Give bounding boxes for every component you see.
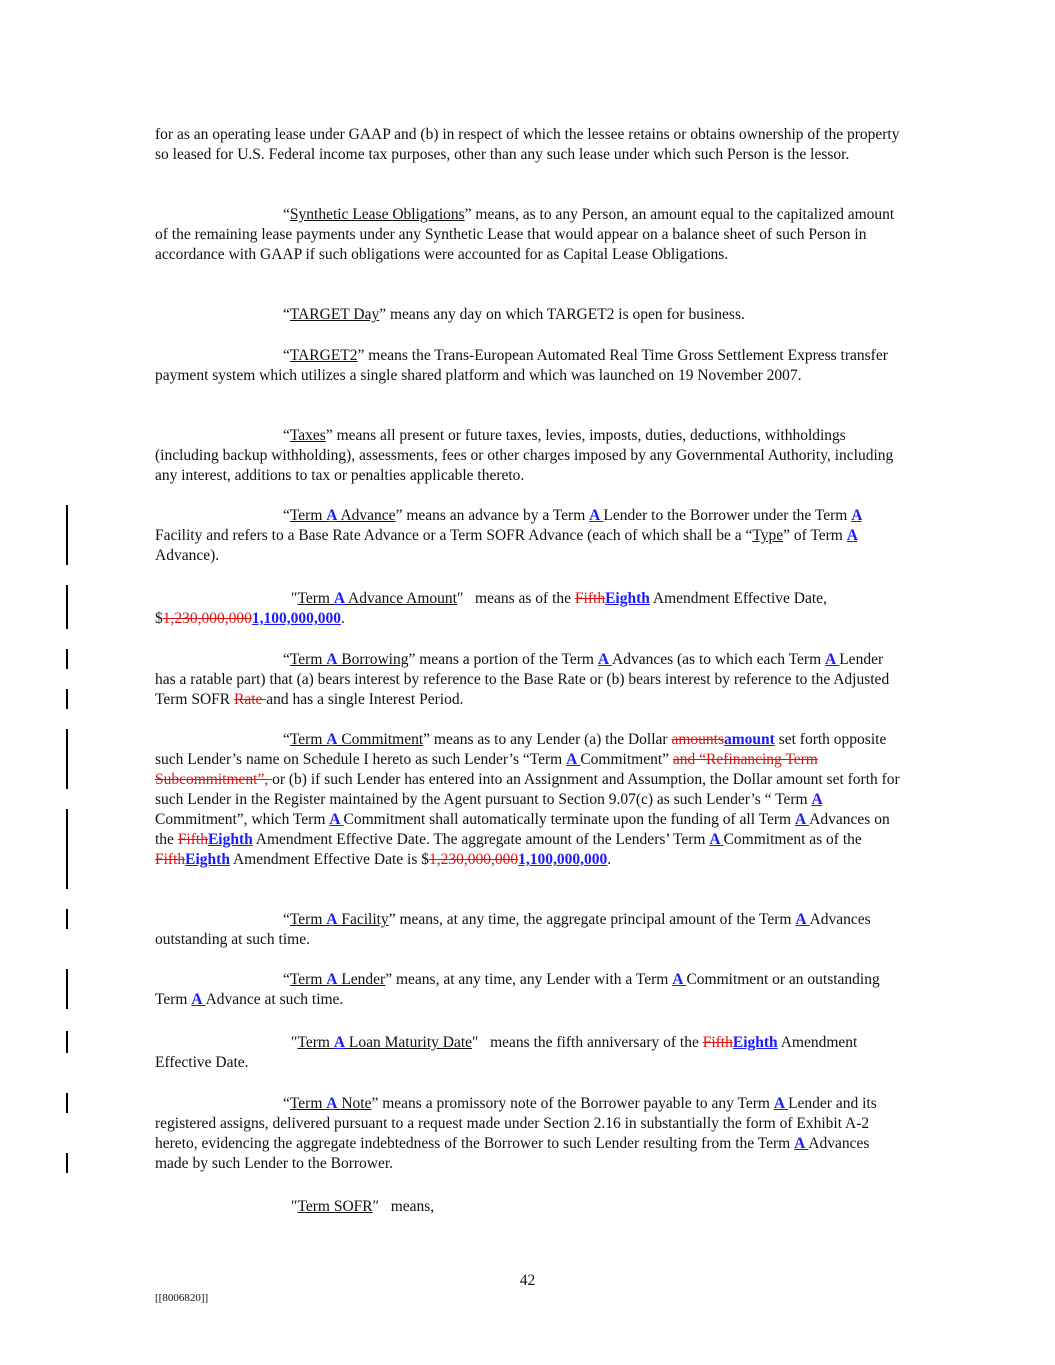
- page-number: 42: [519, 1272, 536, 1289]
- change-bar: [66, 1153, 68, 1173]
- inserted-text: A: [326, 911, 338, 928]
- term-word: Term: [289, 731, 327, 748]
- definition-text: and has a single Interest Period.: [266, 691, 464, 708]
- definition-target2: [155, 346, 900, 386]
- paragraph-lease-continuation: [155, 125, 900, 165]
- definition-text: ” means a portion of the Term: [408, 651, 598, 668]
- term-word: Advance: [337, 507, 396, 524]
- inserted-text: A: [794, 1135, 809, 1152]
- change-bar: [66, 729, 68, 789]
- definition-text: ” means an advance by a Term: [395, 507, 590, 524]
- definition-text: .: [341, 610, 345, 627]
- inserted-text: 1,100,000,000: [251, 610, 341, 627]
- definition-text: Advances made by such Lender to the Borrower.: [155, 1135, 870, 1172]
- inserted-text: Eighth: [185, 851, 230, 868]
- inserted-text: A: [333, 1034, 346, 1051]
- definition-term-a-advance: [155, 506, 900, 566]
- definition-text: Amendment Effective Date is $: [229, 851, 429, 868]
- change-bar: [66, 1093, 68, 1113]
- definition-text: ″ means the fifth anniversary of the: [472, 1034, 703, 1051]
- inserted-text: A: [326, 731, 338, 748]
- definition-text: Commitment as of the: [723, 831, 862, 848]
- inserted-text: A: [329, 811, 344, 828]
- change-bar: [66, 585, 68, 629]
- definition-text: ” means all present or future taxes, levies, imposts, duties, deductions, withholdings (including backup withholding), assessments, fees or other charges imposed by any Governmental Authority, including any interest, additions to tax or penalties applicable thereto.: [155, 427, 894, 484]
- change-bar: [66, 969, 68, 1009]
- term-word: Borrowing: [337, 651, 409, 668]
- definition-text: ” means the Trans-European Automated Real Time Gross Settlement Express transfer payment system which utilizes a single shared platform and which was launched on 19 November 2007.: [155, 347, 888, 384]
- inserted-text: 1,100,000,000: [518, 851, 608, 868]
- change-bar: [66, 649, 68, 669]
- defined-term: [290, 731, 423, 748]
- inserted-text: Eighth: [605, 590, 650, 607]
- inserted-text: A: [851, 507, 862, 524]
- defined-term: TARGET Day: [289, 306, 380, 323]
- inserted-text: A: [326, 651, 338, 668]
- definition-text: Advance at such time.: [205, 991, 344, 1008]
- definition-text: Amendment Effective Date.: [155, 1034, 858, 1071]
- definition-term-sofr: [155, 1197, 900, 1217]
- quote-mark: “: [283, 306, 290, 323]
- quote-mark: “: [283, 347, 290, 364]
- quote-mark: “: [283, 507, 290, 524]
- defined-term: [297, 590, 457, 607]
- term-word: Term: [289, 971, 327, 988]
- definition-synthetic-lease-obligations: [155, 205, 900, 265]
- definition-text: ” means a promissory note of the Borrower payable to any Term: [371, 1095, 774, 1112]
- inserted-text: A: [191, 991, 206, 1008]
- defined-term: [290, 1095, 372, 1112]
- inserted-text: A: [709, 831, 724, 848]
- definition-term-a-borrowing: [155, 650, 900, 710]
- inserted-text: A: [566, 751, 581, 768]
- deleted-text: Fifth: [702, 1034, 733, 1051]
- definition-text: Lender and its registered assigns, delivered pursuant to a request made under Section 2.16 in substantially the form of Exhibit A-2 hereto, evidencing the aggregate indebtedness of the Borrower to such Lender resulting from the Term: [155, 1095, 877, 1152]
- definition-term-a-lender: [155, 970, 900, 1010]
- change-bar: [66, 505, 68, 565]
- inserted-text: A: [333, 590, 346, 607]
- definition-term-a-note: [155, 1094, 900, 1174]
- inserted-text: A: [326, 1095, 338, 1112]
- inserted-text: Eighth: [207, 831, 253, 848]
- definition-text: ” of Term: [783, 527, 847, 544]
- definition-text: ” means as to any Lender (a) the Dollar: [423, 731, 672, 748]
- term-word: Lender: [337, 971, 386, 988]
- deleted-text: Fifth: [177, 831, 208, 848]
- defined-term: [290, 971, 385, 988]
- quote-mark: ″: [291, 1198, 298, 1215]
- definition-text: ″ means,: [372, 1198, 435, 1215]
- inserted-text: Eighth: [732, 1034, 778, 1051]
- inserted-text: A: [326, 971, 338, 988]
- definition-text: Advances on the: [155, 811, 890, 848]
- defined-term: Synthetic Lease Obligations: [289, 206, 465, 223]
- definition-text: ” means any day on which TARGET2 is open for business.: [379, 306, 745, 323]
- defined-term: Term SOFR: [297, 1198, 373, 1215]
- definition-text: Amendment Effective Date. The aggregate amount of the Lenders’ Term: [252, 831, 710, 848]
- definition-text: Commitment”: [580, 751, 673, 768]
- inserted-text: A: [589, 507, 604, 524]
- definition-term-a-advance-amount: [155, 589, 900, 629]
- deleted-text: Rate: [234, 691, 267, 708]
- quote-mark: “: [283, 206, 290, 223]
- quote-mark: “: [283, 427, 290, 444]
- deleted-text: Fifth: [155, 851, 186, 868]
- inserted-text: A: [597, 651, 613, 668]
- inserted-text: A: [326, 507, 338, 524]
- defined-term: [290, 651, 409, 668]
- definition-text: Lender has a ratable part) that (a) bears interest by reference to the Base Rate or (b) bears interest by reference to the Adjusted Term SOFR: [155, 651, 890, 708]
- quote-mark: ″: [291, 590, 298, 607]
- inserted-text: A: [773, 1095, 789, 1112]
- defined-term: [297, 1034, 472, 1051]
- quote-mark: “: [283, 651, 290, 668]
- defined-term: Type: [752, 527, 784, 544]
- definition-text: ” means, at any time, the aggregate principal amount of the Term: [388, 911, 796, 928]
- defined-term: [290, 507, 396, 524]
- definition-text: ″ means as of the: [456, 590, 575, 607]
- term-word: Term: [289, 911, 327, 928]
- paragraph-text: for as an operating lease under GAAP and (b) in respect of which the lessee retains or obtains ownership of the property so leased for U.S. Federal income tax purposes, other than any such lease under which such Person is the lessor.: [155, 126, 900, 163]
- definition-text: Advances (as to which each Term: [612, 651, 825, 668]
- change-bar: [66, 909, 68, 929]
- defined-term: [290, 911, 389, 928]
- quote-mark: “: [283, 911, 290, 928]
- term-word: Term: [289, 507, 327, 524]
- definition-text: ” means, at any time, any Lender with a Term: [385, 971, 673, 988]
- definition-target-day: [155, 305, 900, 325]
- definition-term-a-loan-maturity-date: [155, 1033, 900, 1073]
- term-word: Term: [289, 1095, 327, 1112]
- inserted-text: A: [811, 791, 822, 808]
- deleted-text: 1,230,000,000: [162, 610, 252, 627]
- inserted-text: A: [795, 911, 810, 928]
- inserted-text: A: [846, 527, 858, 544]
- defined-term: Taxes: [289, 427, 326, 444]
- deleted-text: 1,230,000,000: [428, 851, 519, 868]
- definition-text: ” means, as to any Person, an amount equal to the capitalized amount of the remaining lease payments under any Synthetic Lease that would appear on a balance sheet of such Person in accordance with GAAP if such obligations were accounted for as Capital Lease Obligations.: [155, 206, 895, 263]
- inserted-text: A: [825, 651, 840, 668]
- term-word: Term: [297, 590, 334, 607]
- quote-mark: “: [283, 971, 290, 988]
- change-bar: [66, 1031, 68, 1053]
- definition-text: set forth opposite such Lender’s name on Schedule I hereto as such Lender’s “Term: [155, 731, 887, 768]
- term-word: Commitment: [337, 731, 424, 748]
- quote-mark: “: [283, 731, 290, 748]
- deleted-text: Fifth: [574, 590, 606, 607]
- definition-term-a-facility: [155, 910, 900, 950]
- definition-text: Lender to the Borrower under the Term: [603, 507, 852, 524]
- inserted-text: amount: [724, 731, 775, 748]
- term-word: Note: [337, 1095, 372, 1112]
- definition-text: Facility and refers to a Base Rate Advance or a Term SOFR Advance (each of which shall be a “: [155, 527, 753, 544]
- definition-text: .: [607, 851, 612, 868]
- deleted-text: and “Refinancing Term Subcommitment”,: [155, 751, 818, 788]
- term-word: Term: [297, 1034, 334, 1051]
- definition-text: Amendment Effective Date, $: [155, 590, 827, 627]
- change-bar: [66, 689, 68, 709]
- definition-term-a-commitment: [155, 730, 900, 870]
- term-word: Loan Maturity Date: [345, 1034, 473, 1051]
- definition-text: Commitment shall automatically terminate upon the funding of all Term: [343, 811, 795, 828]
- definition-text: Advances outstanding at such time.: [155, 911, 871, 948]
- definition-text: Commitment”, which Term: [155, 811, 330, 828]
- document-id: [[8006820]]: [155, 1292, 209, 1304]
- inserted-text: A: [672, 971, 687, 988]
- definition-text: Commitment or an outstanding Term: [155, 971, 880, 1008]
- defined-term: TARGET2: [289, 347, 358, 364]
- inserted-text: A: [794, 811, 810, 828]
- change-bar: [66, 809, 68, 889]
- definition-text: or (b) if such Lender has entered into an Assignment and Assumption, the Dollar amount set forth for such Lender in the Register maintained by the Agent pursuant to Section 9.07(c) as such Lender’s “ Term: [155, 771, 900, 808]
- term-word: Facility: [337, 911, 389, 928]
- definition-text: Advance).: [155, 547, 220, 564]
- definition-taxes: [155, 426, 900, 486]
- quote-mark: ″: [291, 1034, 298, 1051]
- quote-mark: “: [283, 1095, 290, 1112]
- term-word: Term: [289, 651, 327, 668]
- term-word: Advance Amount: [345, 590, 457, 607]
- deleted-text: amounts: [671, 731, 724, 748]
